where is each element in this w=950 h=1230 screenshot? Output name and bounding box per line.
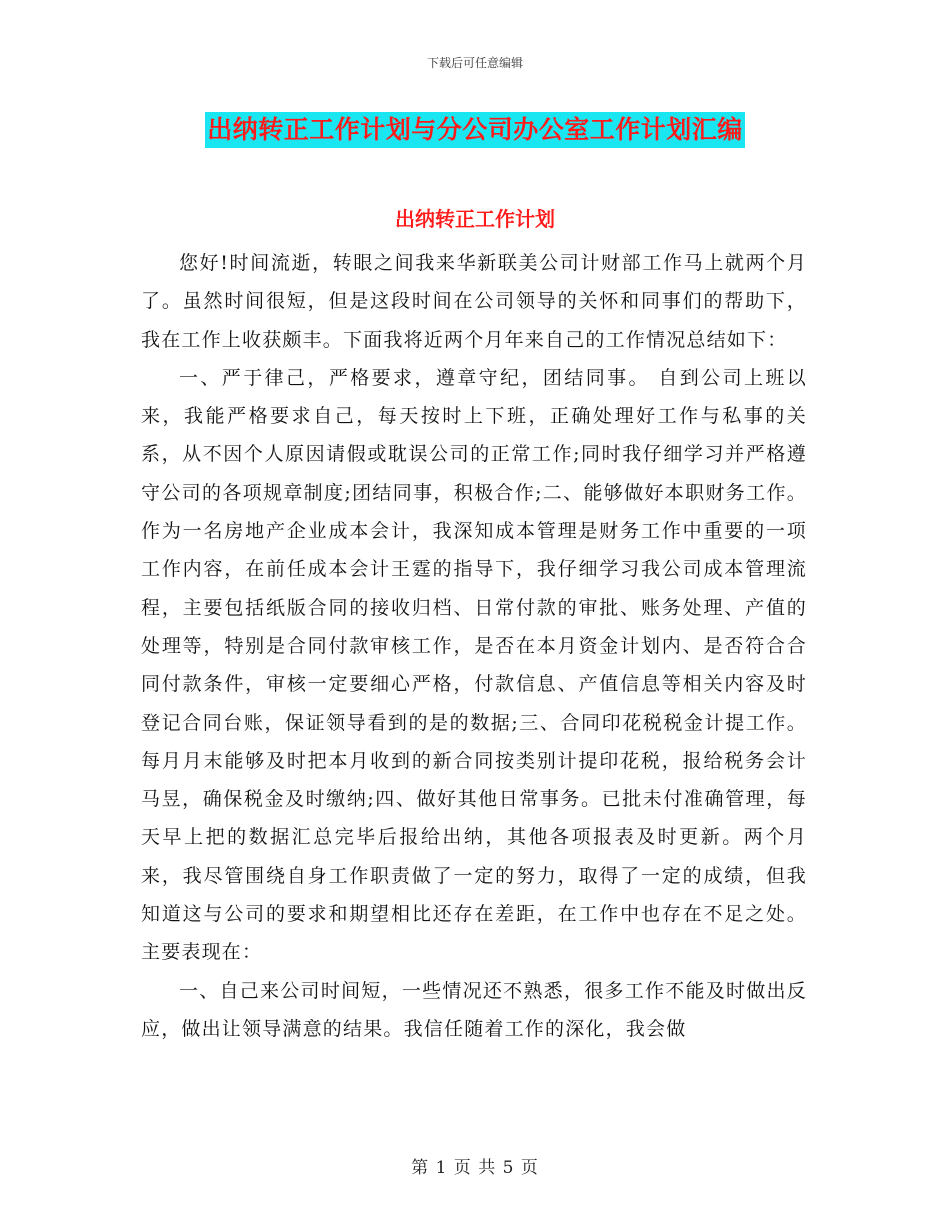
body-text — [141, 244, 807, 1048]
header-note: 下载后可任意编辑 — [426, 56, 523, 70]
section-title: 出纳转正工作计划 — [395, 207, 555, 231]
page-footer: 第 1 页 共 5 页 — [411, 1158, 539, 1178]
paragraph-shortcoming: 一、自己来公司时间短，一些情况还不熟悉，很多工作不能及时做出反应，做出让领导满意的结果。我信任随着工作的深化，我会做 — [141, 979, 807, 1040]
document-title: 出纳转正工作计划与分公司办公室工作计划汇编 — [205, 112, 745, 148]
paragraph-intro: 您好!时间流逝，转眼之间我来华新联美公司计财部工作马上就两个月了。虽然时间很短，但是这段时间在公司领导的关怀和同事们的帮助下，我在工作上收获颇丰。下面我将近两个月年来自己的工作情况总结如下： — [141, 252, 807, 351]
document-title-wrapper — [0, 112, 950, 148]
paragraph-main: 一、严于律己，严格要求，遵章守纪，团结同事。 自到公司上班以来，我能严格要求自己，每天按时上下班，正确处理好工作与私事的关系，从不因个人原因请假或耽误公司的正常工作;同时我仔细学习并严格遵守公司的各项规章制度;团结同事，积极合作;二、能够做好本职财务工作。作为一名房地产企业成本会计，我深知成本管理是财务工作中重要的一项工作内容，在前任成本会计王霆的指导下，我仔细学习我公司成本管理流程，主要包括纸版合同的接收归档、日常付款的审批、账务处理、产值的处理等，特别是合同付款审核工作，是否在本月资金计划内、是否符合合同付款条件，审核一定要细心严格，付款信息、产值信息等相关内容及时登记合同台账，保证领导看到的是的数据;三、合同印花税税金计提工作。每月月末能够及时把本月收到的新合同按类别计提印花税，报给税务会计马昱，确保税金及时缴纳;四、做好其他日常事务。已批未付准确管理，每天早上把的数据汇总完毕后报给出纳，其他各项报表及时更新。两个月来，我尽管围绕自身工作职责做了一定的努力，取得了一定的成绩，但我知道这与公司的要求和期望相比还存在差距，在工作中也存在不足之处。主要表现在： — [141, 366, 807, 964]
